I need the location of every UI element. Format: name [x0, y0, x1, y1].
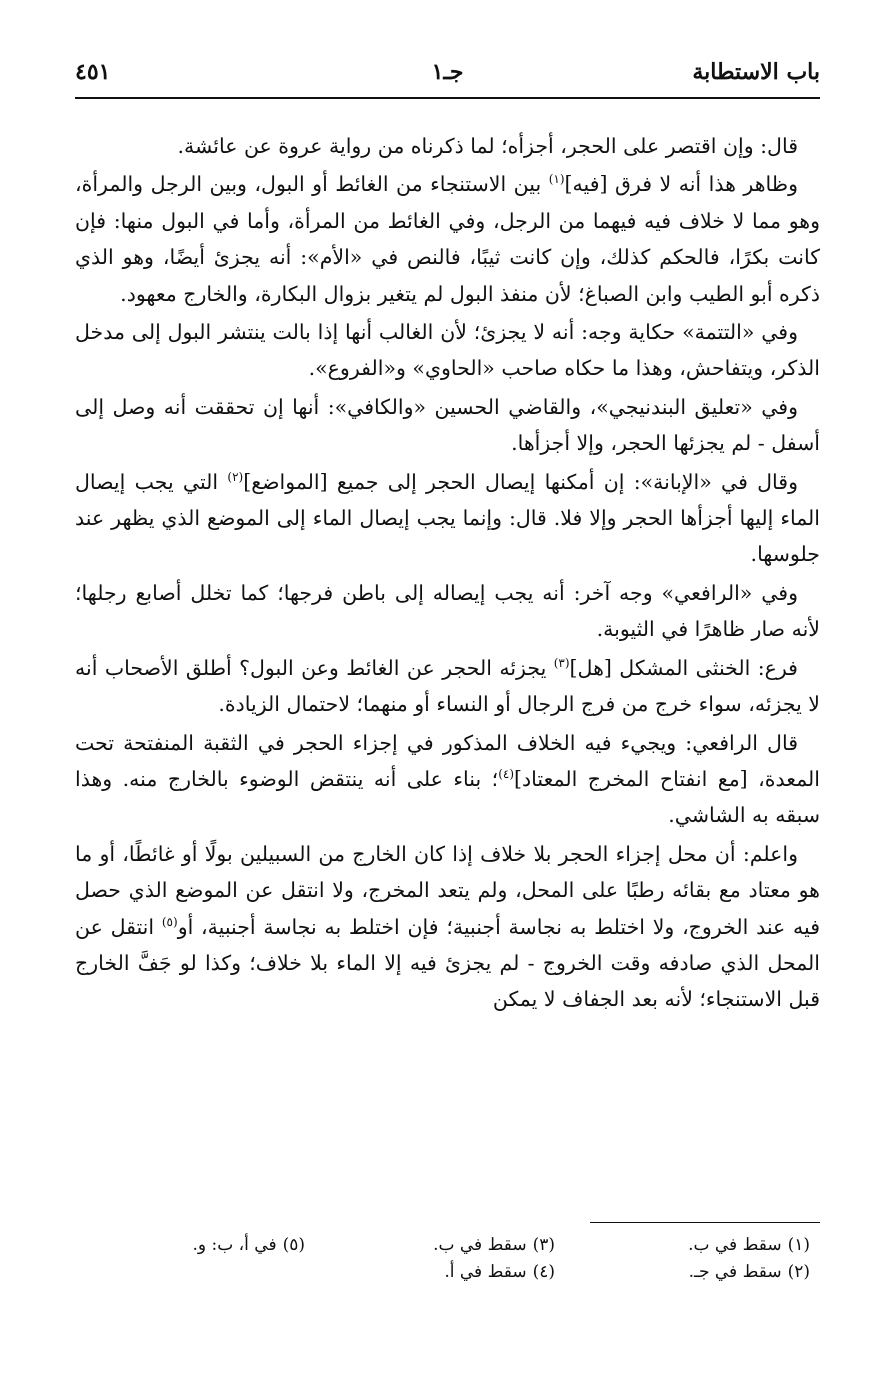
footnote-marker: (٣)	[553, 655, 570, 670]
footnote-number: (٣)	[532, 1235, 555, 1255]
header-divider	[75, 97, 820, 99]
body-paragraph	[75, 128, 820, 164]
page-header	[75, 55, 820, 95]
paragraph-text: وقال في «الإبانة»: إن أمكنها إيصال الحجر إلى جميع [المواضع]	[243, 469, 799, 494]
paragraph-text: وفي «التتمة» حكاية وجه: أنه لا يجزئ؛ لأن الغالب أنها إذا بالت ينتشر البول إلى مدخل الذكر، ويتفاحش، وهذا ما حكاه صاحب «الحاوي» و«الفروع».	[75, 320, 820, 381]
body-paragraph	[75, 650, 820, 723]
volume-label: جـ١	[431, 59, 464, 85]
body-paragraph	[75, 314, 820, 387]
footnote-number: (١)	[787, 1235, 810, 1255]
body-paragraph	[75, 575, 820, 648]
paragraph-text: وفي «تعليق البندنيجي»، والقاضي الحسين «والكافي»: أنها إن تحققت أنه وصل إلى أسفل - لم يجزئها الحجر، وإلا أجزأها.	[75, 394, 820, 456]
footnote-item	[444, 1259, 555, 1286]
footnote-number: (٢)	[787, 1262, 810, 1282]
footnote-text: في أ، ب: و.	[192, 1235, 277, 1255]
body-paragraph	[75, 836, 820, 1018]
paragraph-text: قال: وإن اقتصر على الحجر، أجزأه؛ لما ذكرناه من رواية عروة عن عائشة.	[177, 134, 798, 158]
footnote-marker: (٢)	[227, 469, 244, 484]
footnote-text: سقط في جـ.	[688, 1262, 782, 1282]
footnote-marker: (١)	[548, 172, 565, 187]
footnote-item	[688, 1232, 810, 1259]
paragraph-text: قال الرافعي: ويجيء فيه الخلاف المذكور في إجزاء الحجر في الثقبة المنفتحة تحت المعدة، [مع انفتاح المخرج المعتاد]	[75, 730, 820, 791]
body-paragraph	[75, 389, 820, 462]
footnote-text: سقط في ب.	[688, 1235, 782, 1255]
footnotes	[75, 1232, 820, 1292]
page-number: ٤٥١	[75, 59, 111, 85]
paragraph-text: وظاهر هذا أنه لا فرق [فيه]	[564, 172, 798, 197]
footnote-item	[433, 1232, 555, 1259]
body-paragraph	[75, 464, 820, 573]
footnote-number: (٤)	[532, 1262, 555, 1282]
footnote-number: (٥)	[282, 1235, 305, 1255]
footnote-text: سقط في أ.	[444, 1262, 527, 1282]
paragraph-text: وفي «الرافعي» وجه آخر: أنه يجب إيصاله إلى باطن فرجها؛ كما تخلل أصابع رجلها؛ لأنه صار ظاهرًا في الثيوبة.	[75, 580, 820, 642]
paragraph-text: واعلم: أن محل إجزاء الحجر بلا خلاف إذا كان الخارج من السبيلين بولًا أو غائطًا، أو ما هو معتاد مع بقائه رطبًا على المحل، ولم يتعد المخرج، ولا انتقل عن الموضع الذي حصل فيه عند الخروج، ولا اختلط به نجاسة أجنبية؛ فإن اختلط به نجاسة أجنبية، أو	[75, 841, 820, 939]
chapter-title: باب الاستطابة	[692, 59, 820, 85]
paragraph-text: فرع: الخنثى المشكل [هل]	[569, 655, 798, 680]
paragraph-text: التي يجب إيصال الماء إليها أجزأها الحجر وإلا فلا. قال: وإنما يجب إيصال الماء إلى الموضع الذي يظهر عند جلوسها.	[75, 469, 820, 567]
body-paragraph	[75, 725, 820, 834]
footnote-item	[193, 1232, 305, 1259]
body-paragraph	[75, 166, 820, 312]
paragraph-text: بين الاستنجاء من الغائط أو البول، وبين الرجل والمرأة، وهو مما لا خلاف فيه فيهما من الرجل، وفي الغائط من المرأة، وأما في البول منها: فإن كانت بكرًا، فالحكم كذلك، وإن كانت ثيبًا، فالنص في «الأم»: أنه يجزئ أيضًا، وهو الذي ذكره أبو الطيب وابن الصباغ؛ لأن منفذ البول لم يتغير بزوال البكارة، والخارج معهود.	[75, 172, 820, 306]
paragraph-text: انتقل عن المحل الذي صادفه وقت الخروج - لم يجزئ فيه إلا الماء بلا خلاف؛ وكذا لو جَفَّ الخارج قبل الاستنجاء؛ لأنه بعد الجفاف لا يمكن	[75, 914, 820, 1012]
footnote-marker: (٤)	[498, 767, 515, 782]
paragraph-text: ؛ بناء على أنه ينتقض الوضوء بالخارج منه. وهذا سبقه به الشاشي.	[75, 766, 820, 828]
footnote-item	[689, 1259, 810, 1286]
footnote-divider	[590, 1222, 820, 1223]
paragraph-text: يجزئه الحجر عن الغائط وعن البول؟ أطلق الأصحاب أنه لا يجزئه، سواء خرج من فرج الرجال أو النساء أو منهما؛ لاحتمال الزيادة.	[75, 655, 820, 717]
footnote-text: سقط في ب.	[433, 1235, 527, 1255]
footnote-marker: (٥)	[161, 914, 178, 929]
body-text	[75, 128, 820, 1020]
